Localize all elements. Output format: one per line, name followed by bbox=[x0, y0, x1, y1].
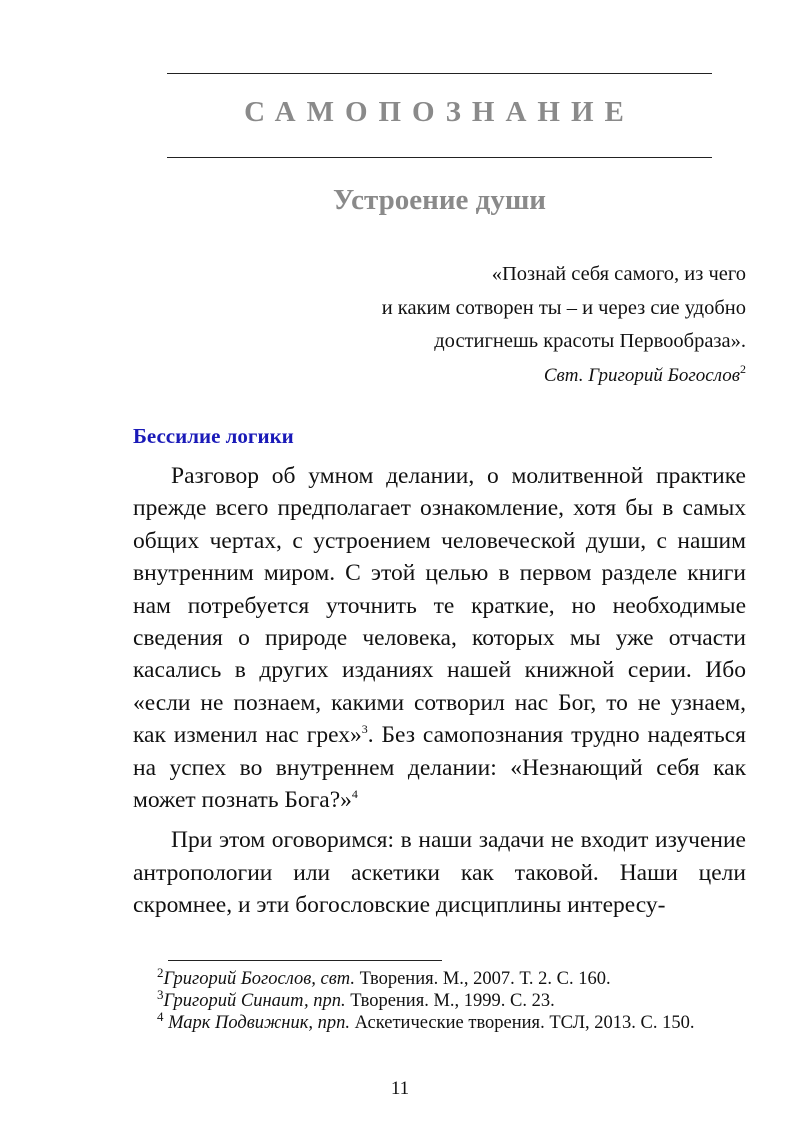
footnote bbox=[133, 1008, 746, 1034]
epigraph-author-name: Свт. Григорий Богослов bbox=[543, 364, 740, 386]
paragraph bbox=[133, 460, 746, 816]
footnote-separator bbox=[168, 960, 442, 961]
paragraph-text: При этом оговоримся: в наши задачи не входит изучение антропологии или аскетики как таковой. Наши цели скромнее, и эти богословские дисциплины интересу- bbox=[133, 827, 746, 919]
epigraph-line: достигнешь красоты Первообраза». bbox=[434, 330, 746, 352]
paragraph bbox=[133, 824, 746, 921]
footnote-ref[interactable]: 4 bbox=[351, 787, 358, 802]
epigraph-line: «Познай себя самого, из чего bbox=[491, 263, 746, 285]
footnote-number: 4 bbox=[157, 1008, 164, 1024]
footnote-ref[interactable]: 3 bbox=[361, 722, 368, 737]
chapter-title: САМОПОЗНАНИЕ bbox=[244, 96, 635, 128]
footnote-text: Аскетические творения. ТСЛ, 2013. С. 150. bbox=[349, 1013, 695, 1033]
footnotes bbox=[133, 964, 746, 1034]
epigraph-line: и каким сотворен ты – и через сие удобно bbox=[381, 296, 746, 319]
footnote-author: Марк Подвижник, прп. bbox=[163, 1013, 350, 1033]
paragraph-text: . Без самопознания трудно надеяться на успех во внутреннем делании: «Незнающий себя как может познать Бога?» bbox=[133, 722, 746, 814]
paragraph-text: Разговор об умном делании, о молитвенной практике прежде всего предполагает ознакомление, хотя бы в самых общих чертах, с устроением человеческой души, с нашим внутренним миром. С этой целью в первом разделе книги нам потребуется уточнить те краткие, но необходимые сведения о природе человека, которых мы уже отчасти касались в других изданиях нашей книжной серии. Ибо «если не познаем, какими сотворил нас Бог, то не узнаем, как изменил нас грех» bbox=[133, 463, 746, 749]
epigraph bbox=[286, 258, 746, 392]
footnote bbox=[133, 964, 746, 990]
chapter-bottom-rule bbox=[167, 157, 712, 158]
subsection-heading: Бессилие логики bbox=[133, 424, 294, 448]
section-title: Устроение души bbox=[332, 184, 547, 216]
page-number: 11 bbox=[390, 1078, 410, 1099]
footnote-number: 3 bbox=[157, 986, 164, 1002]
footnote-number: 2 bbox=[157, 964, 164, 980]
epigraph-author bbox=[286, 359, 746, 393]
footnote-author: Григорий Богослов, свт. bbox=[163, 969, 355, 989]
footnote-ref[interactable]: 2 bbox=[740, 361, 746, 376]
footnote bbox=[133, 986, 746, 1012]
top-rule bbox=[167, 73, 712, 74]
footnote-text: Творения. М., 2007. Т. 2. С. 160. bbox=[354, 969, 611, 989]
footnote-author: Григорий Синаит, прп. bbox=[163, 991, 346, 1011]
body-text bbox=[133, 460, 746, 922]
footnote-text: Творения. М., 1999. С. 23. bbox=[345, 991, 555, 1011]
